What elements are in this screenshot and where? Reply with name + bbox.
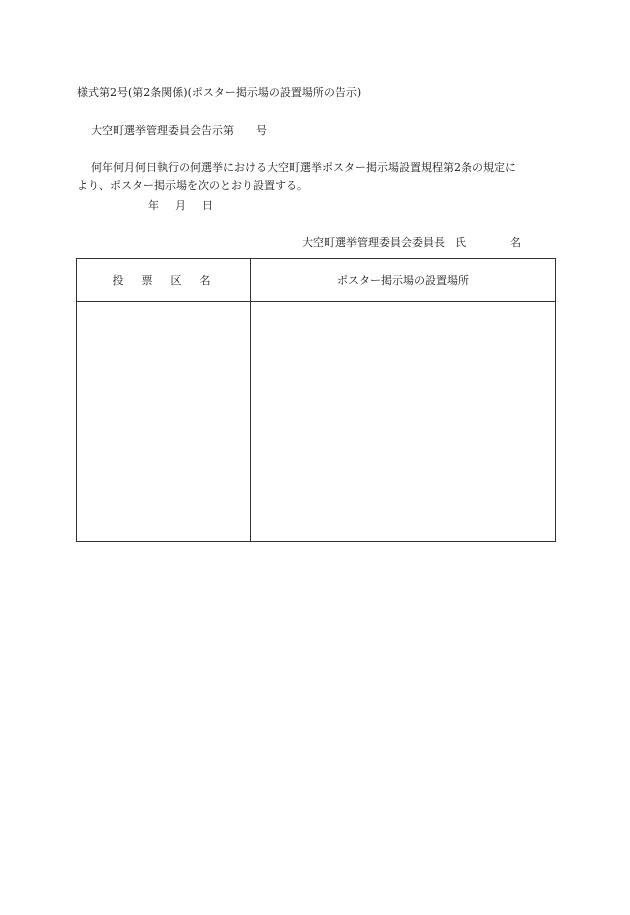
- notice-number-suffix: 号: [256, 124, 267, 137]
- header-installation-location: ポスター掲示場の設置場所: [251, 259, 556, 302]
- table-header-row: [77, 259, 556, 302]
- body-text-line-1: 何年何月何日執行の何選挙における大空町選挙ポスター掲示場設置規程第2条の規定に: [91, 161, 516, 174]
- date-line: [148, 199, 213, 213]
- signer-line: [302, 236, 521, 250]
- signer-title: 大空町選挙管理委員会委員長: [302, 236, 445, 249]
- cell-voting-district: [77, 302, 251, 542]
- date-day: 日: [202, 199, 213, 212]
- signer-shi: 氏: [455, 236, 466, 249]
- form-title: 様式第2号(第2条関係)(ポスター掲示場の設置場所の告示): [77, 86, 362, 99]
- date-month: 月: [175, 199, 186, 212]
- date-year: 年: [148, 199, 159, 212]
- body-text-line-2: より、ポスター掲示場を次のとおり設置する。: [77, 179, 308, 192]
- header-voting-district: 投票区名: [77, 259, 251, 302]
- cell-installation-location: [251, 302, 556, 542]
- table-row: [77, 302, 556, 542]
- poster-site-table: [76, 258, 556, 542]
- notice-number-prefix: 大空町選挙管理委員会告示第: [91, 124, 234, 137]
- signer-mei: 名: [510, 236, 521, 249]
- notice-number: [91, 124, 267, 138]
